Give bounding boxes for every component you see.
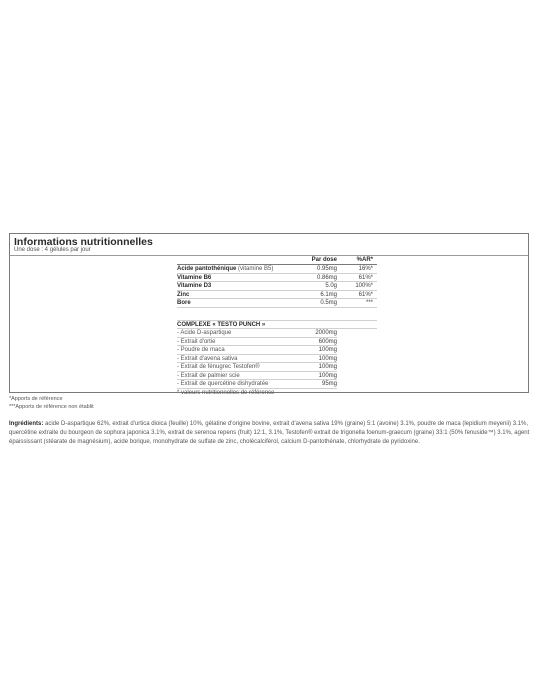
row-ar: 100%*	[355, 283, 373, 289]
complex-row-dose: 95mg	[321, 381, 337, 387]
table-row	[177, 299, 377, 308]
complex-row-dose: 100mg	[318, 355, 337, 362]
table-spacer	[177, 308, 377, 321]
row-ar: 16%*	[358, 266, 373, 272]
panel-title: Informations nutritionnelles	[14, 236, 153, 248]
table-row	[177, 282, 377, 291]
row-name: Bore	[177, 300, 191, 306]
complex-row-name: - Extrait de fénugrec Testofen®	[177, 364, 260, 370]
complex-row-dose: 100mg	[318, 347, 337, 353]
complex-row-dose: 100mg	[318, 372, 337, 379]
row-name: Zinc	[177, 291, 190, 298]
row-dose: 6.1mg	[320, 291, 337, 298]
table-footnote-text: * valeurs nutritionnelles de référence	[177, 389, 275, 396]
row-dose: 0.86mg	[316, 274, 337, 281]
ingredients-label: Ingrédients:	[9, 421, 44, 427]
table-row	[177, 291, 377, 300]
complex-row-name: - Extrait de palmier scie	[177, 372, 240, 379]
complex-row	[177, 338, 337, 347]
complex-row-name: - Extrait d'avena sativa	[177, 355, 238, 362]
header-dose: Par dose	[311, 257, 337, 263]
complex-row-name: - Extrait de quercétine dishydratée	[177, 381, 269, 387]
complex-title-text: COMPLEXE « TESTO PUNCH »	[177, 321, 266, 328]
reference-note: *Apports de référence	[9, 396, 63, 402]
panel-subtitle: Une dose : 4 gélules par jour	[14, 247, 91, 253]
nutrition-panel	[9, 233, 529, 396]
complex-row-dose: 2000mg	[315, 330, 337, 336]
row-ar: 61%*	[358, 274, 373, 281]
row-name: Vitamine B6	[177, 274, 212, 281]
complex-row-name: - Extrait d'ortie	[177, 338, 216, 345]
complex-row-name: - Poudre de maca	[177, 347, 225, 353]
row-name: Vitamine D3	[177, 283, 212, 289]
complex-row-name: - Acide D-aspartique	[177, 330, 232, 336]
table-footnote	[177, 389, 377, 398]
complex-row	[177, 372, 337, 381]
ingredients-text: acide D-aspartique 62%, extrait d'urtica dioica (feuille) 10%, gélatine d'origine bovine, extrait d'avena sativa 19% (graine) 5:1 (avoine) 3.1%, poudre de maca (lepidium meyenii) 3.1%, quercétine extraite du bourgeon de sophora japonica 3.1%, extrait de serenoa repens (fruit) 12:1, 3.1%, Testofen® extrait de trigonella foenum-graecum (graine) 33:1 (50% fenuside™) 3.1%, agent épaississant (stéarate de magnésium), acide borique, monohydrate de sulfate de zinc, cholécalciférol, calcium D-pantothénate, chlorhydrate de pyridoxine.	[9, 421, 530, 445]
table-row	[177, 265, 377, 274]
row-dose: 0.95mg	[316, 266, 337, 272]
table-row	[177, 274, 377, 283]
complex-title	[177, 321, 377, 330]
table-header-row	[177, 255, 377, 265]
complex-row-dose: 100mg	[318, 364, 337, 370]
row-dose: 0.5mg	[320, 300, 337, 306]
reference-note-undefined: ***Apports de référence non établit	[9, 404, 94, 410]
row-ar: 61%*	[358, 291, 373, 298]
row-ar: ***	[365, 300, 373, 306]
complex-row	[177, 363, 337, 372]
header-ar: %AR*	[356, 257, 373, 263]
complex-row	[177, 329, 337, 338]
row-name: Acide pantothénique	[177, 266, 237, 272]
nutrition-table	[177, 255, 377, 397]
row-dose: 5.0g	[325, 283, 337, 289]
ingredients-paragraph	[9, 420, 531, 447]
complex-row	[177, 380, 337, 389]
complex-row	[177, 355, 337, 364]
complex-row	[177, 346, 337, 355]
complex-row-dose: 600mg	[318, 338, 337, 345]
row-name-extra: (vitamine B5)	[238, 266, 274, 272]
